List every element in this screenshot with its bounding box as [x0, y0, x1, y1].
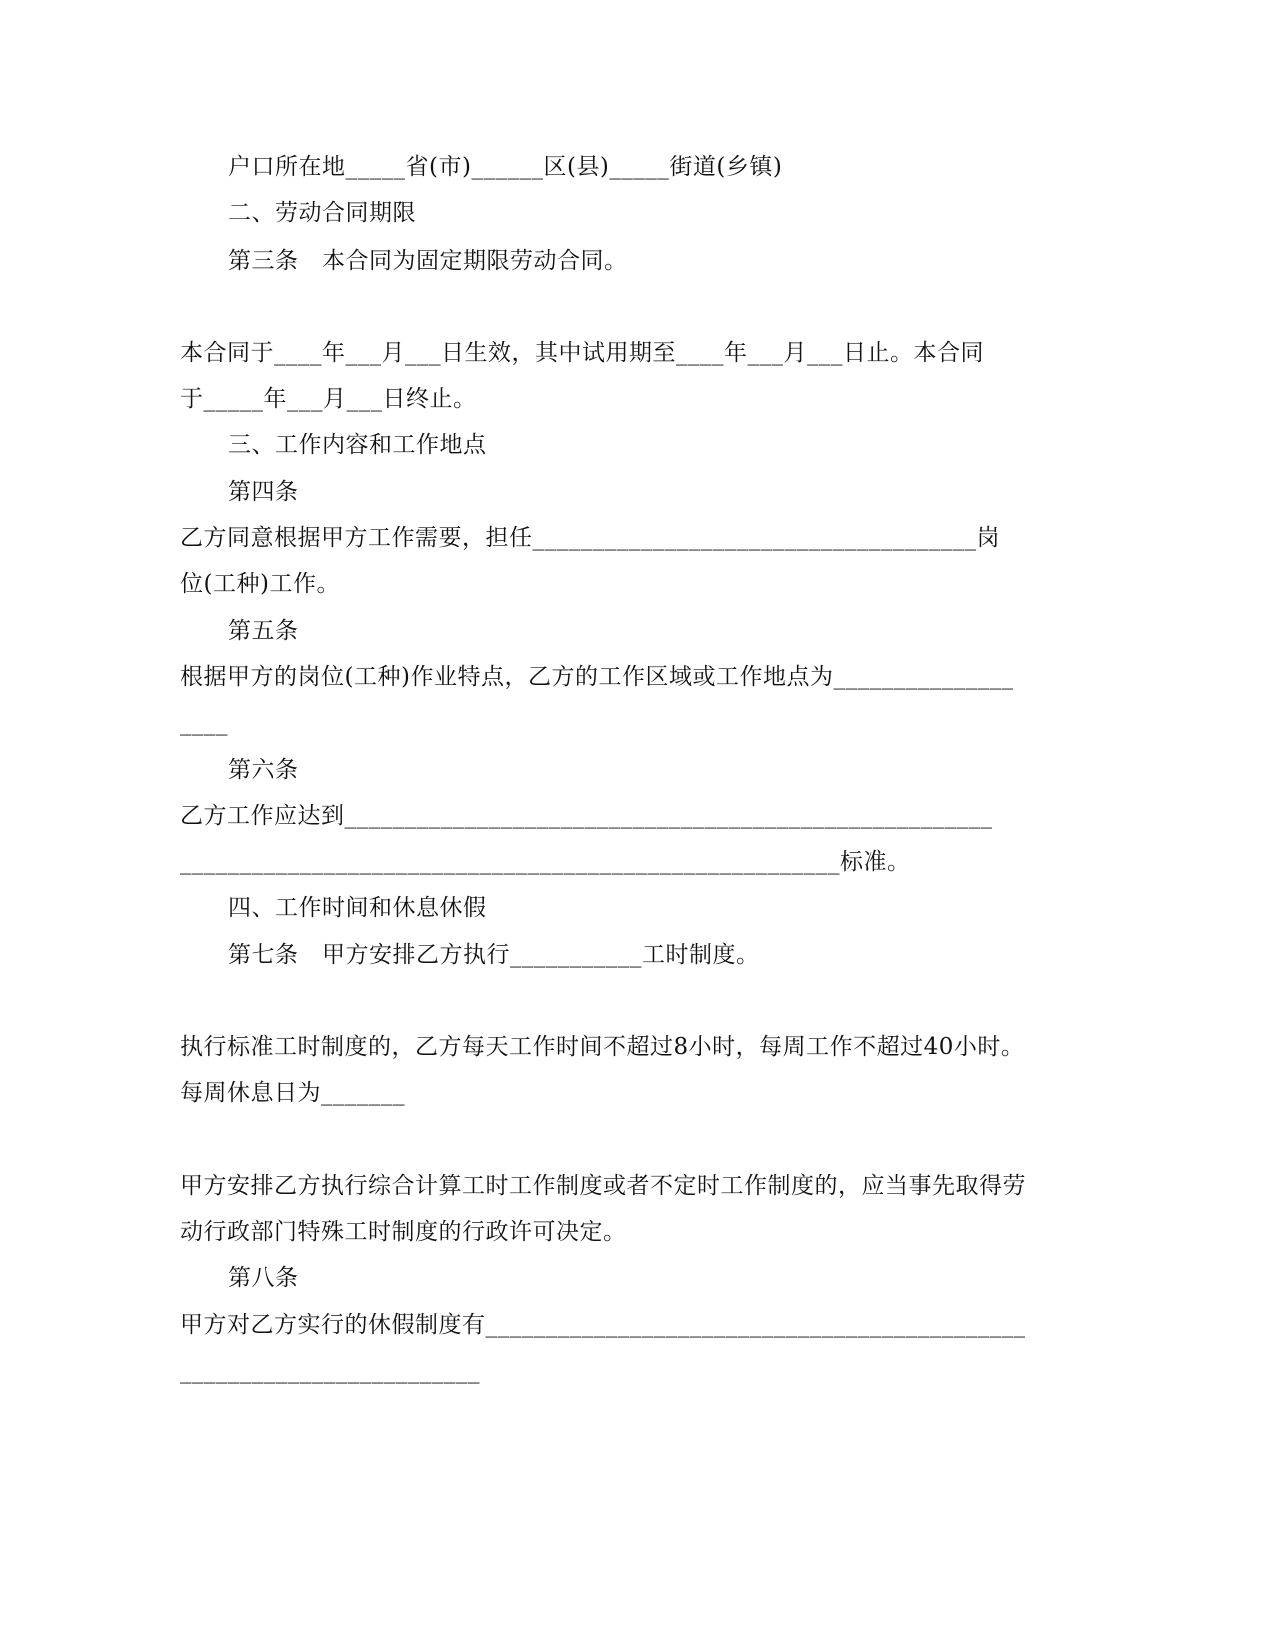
article-7-special-hours-line: 甲方安排乙方执行综合计算工时工作制度或者不定时工作制度的，应当事先取得劳 [180, 1173, 1026, 1199]
article-5-location-line: 根据甲方的岗位(工种)作业特点，乙方的工作区域或工作地点为_______________ [180, 664, 1014, 690]
article-6-standard-line: 乙方工作应达到______________________________________________________ [180, 803, 993, 829]
article-8-leave-line-2: _________________________ [180, 1358, 480, 1384]
article-7-standard-hours-line: 执行标准工时制度的，乙方每天工作时间不超过8小时，每周工作不超过40小时。 [180, 1034, 1025, 1060]
section-heading-working-hours: 四、工作时间和休息休假 [228, 895, 487, 921]
article-4-heading: 第四条 [228, 479, 299, 505]
article-3-heading: 第三条 本合同为固定期限劳动合同。 [228, 248, 628, 274]
article-8-leave-line: 甲方对乙方实行的休假制度有_____________________________________________ [180, 1312, 1026, 1338]
article-5-location-line-2: ____ [180, 710, 228, 736]
article-3-effective-line: 本合同于____年___月___日生效，其中试用期至____年___月___日止。本合同 [180, 340, 984, 366]
article-4-position-line-2: 位(工种)工作。 [180, 571, 340, 597]
article-7-special-hours-line-2: 动行政部门特殊工时制度的行政许可决定。 [180, 1219, 627, 1245]
section-heading-work-content: 三、工作内容和工作地点 [228, 432, 487, 458]
article-7-rest-day-line: 每周休息日为_______ [180, 1080, 405, 1106]
article-7-heading: 第七条 甲方安排乙方执行___________工时制度。 [228, 942, 760, 968]
article-5-heading: 第五条 [228, 618, 299, 644]
article-3-termination-line: 于_____年___月___日终止。 [180, 386, 477, 412]
section-heading-contract-term: 二、劳动合同期限 [228, 200, 416, 226]
article-8-heading: 第八条 [228, 1265, 299, 1291]
article-6-standard-line-2: _______________________________________________________标准。 [180, 849, 911, 875]
article-4-position-line: 乙方同意根据甲方工作需要，担任_____________________________________岗 [180, 525, 1000, 551]
household-registration-line: 户口所在地_____省(市)______区(县)_____街道(乡镇) [228, 154, 783, 180]
article-6-heading: 第六条 [228, 757, 299, 783]
